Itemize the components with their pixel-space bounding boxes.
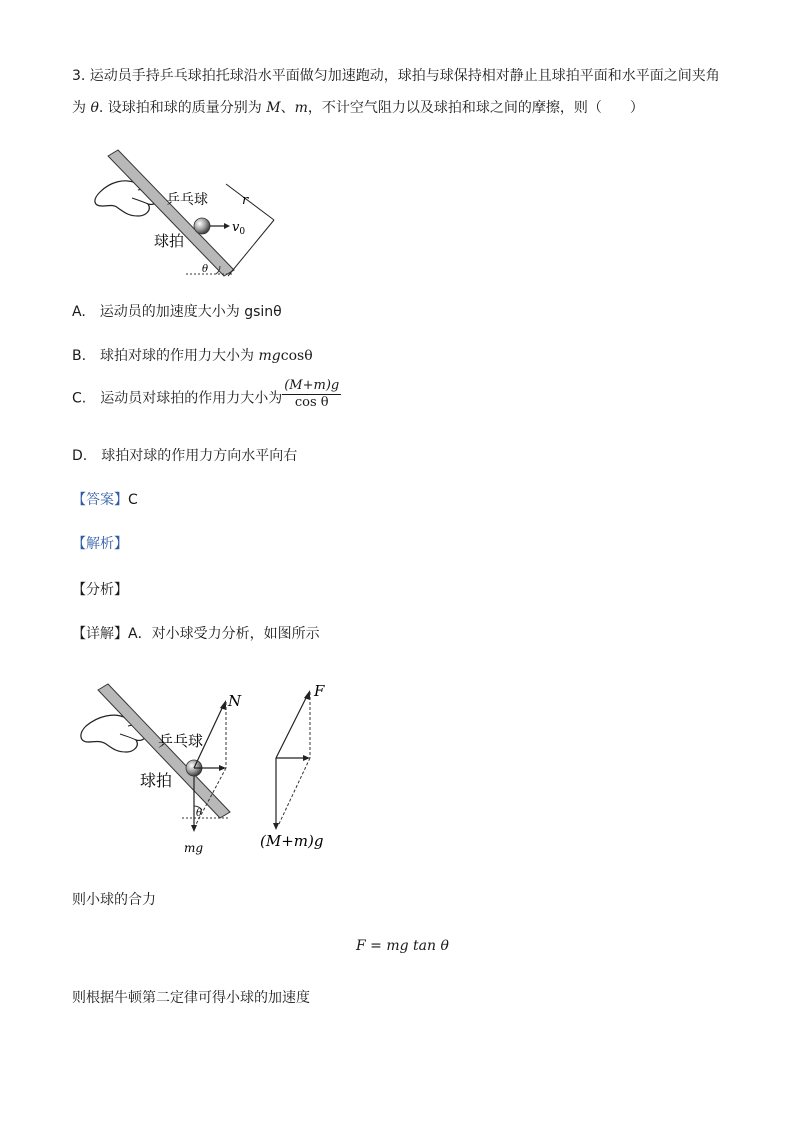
option-b-text: B. 球拍对球的作用力大小为 <box>72 348 255 364</box>
ball-label: 乒乓球 <box>166 192 208 208</box>
total-weight-label: (M+m)g <box>260 832 324 850</box>
answer-line <box>72 490 138 510</box>
theta-label: θ <box>196 808 203 819</box>
resultant-arrow <box>276 694 308 758</box>
detail-line <box>72 624 320 644</box>
racket <box>108 150 234 276</box>
figure-force-analysis <box>74 680 344 860</box>
dashed-line <box>278 758 310 826</box>
mass-M-symbol: M <box>266 100 281 116</box>
resultant-arrowhead <box>304 690 310 700</box>
r-label: r <box>242 193 249 208</box>
option-c-fraction <box>282 378 341 411</box>
option-c <box>72 378 341 411</box>
velocity-arrowhead <box>224 223 230 229</box>
gravity-arrowhead <box>191 825 197 832</box>
detail-text: A．对小球受力分析，如图所示 <box>128 626 320 642</box>
question-line-1: 3. 运动员手持乒乓球拍托球沿水平面做匀加速跑动，球拍与球保持相对静止且球拍平面和水平面之间夹角 <box>72 68 720 84</box>
text-segment: ，不计空气阻力以及球拍和球之间的摩擦，则（ ） <box>307 100 644 116</box>
text-segment: . 设球拍和球的质量分别为 <box>98 100 262 116</box>
figure-racket-ball <box>88 146 288 282</box>
fraction-numerator: (M+m)g <box>284 378 340 393</box>
option-b-cos: cosθ <box>280 348 313 364</box>
option-b-mg: mg <box>258 348 281 364</box>
racket-label: 球拍 <box>154 232 185 250</box>
theta-label: θ <box>202 264 209 275</box>
v-symbol: v <box>232 220 240 235</box>
answer-value: C <box>128 492 138 508</box>
formula-resultant: F = mg tan θ <box>356 938 449 954</box>
v-subscript: 0 <box>239 227 246 237</box>
text-resultant: 则小球的合力 <box>72 892 156 908</box>
r-dimension-line-1 <box>226 184 274 220</box>
racket-label: 球拍 <box>140 771 173 790</box>
fenxi-tag: 【分析】 <box>72 582 128 598</box>
text-segment: 为 <box>72 100 86 116</box>
text-segment: 、 <box>280 100 295 116</box>
option-c-text: C. 运动员对球拍的作用力大小为 <box>72 390 283 407</box>
mass-m-symbol: m <box>294 100 308 116</box>
ball <box>194 218 210 234</box>
option-d: D. 球拍对球的作用力方向水平向右 <box>72 448 298 464</box>
v-label <box>232 220 245 237</box>
option-b <box>72 346 313 366</box>
answer-tag: 【答案】 <box>72 492 128 508</box>
mg-label: mg <box>184 841 204 855</box>
detail-tag: 【详解】 <box>72 626 128 642</box>
analysis-tag: 【解析】 <box>72 536 128 552</box>
question-line-2 <box>72 98 644 118</box>
f-label: F <box>314 682 325 700</box>
fraction-denominator: cos θ <box>282 394 341 411</box>
text-newton: 则根据牛顿第二定律可得小球的加速度 <box>72 990 310 1006</box>
normal-force-arrowhead <box>220 700 226 710</box>
n-label: N <box>228 692 242 710</box>
hand-finger <box>132 198 148 204</box>
ball-label: 乒乓球 <box>158 732 204 750</box>
theta-symbol: θ <box>90 100 99 116</box>
hand-finger <box>120 734 136 740</box>
option-a: A. 运动员的加速度大小为 gsinθ <box>72 304 282 320</box>
total-force-arrowhead <box>273 823 279 830</box>
